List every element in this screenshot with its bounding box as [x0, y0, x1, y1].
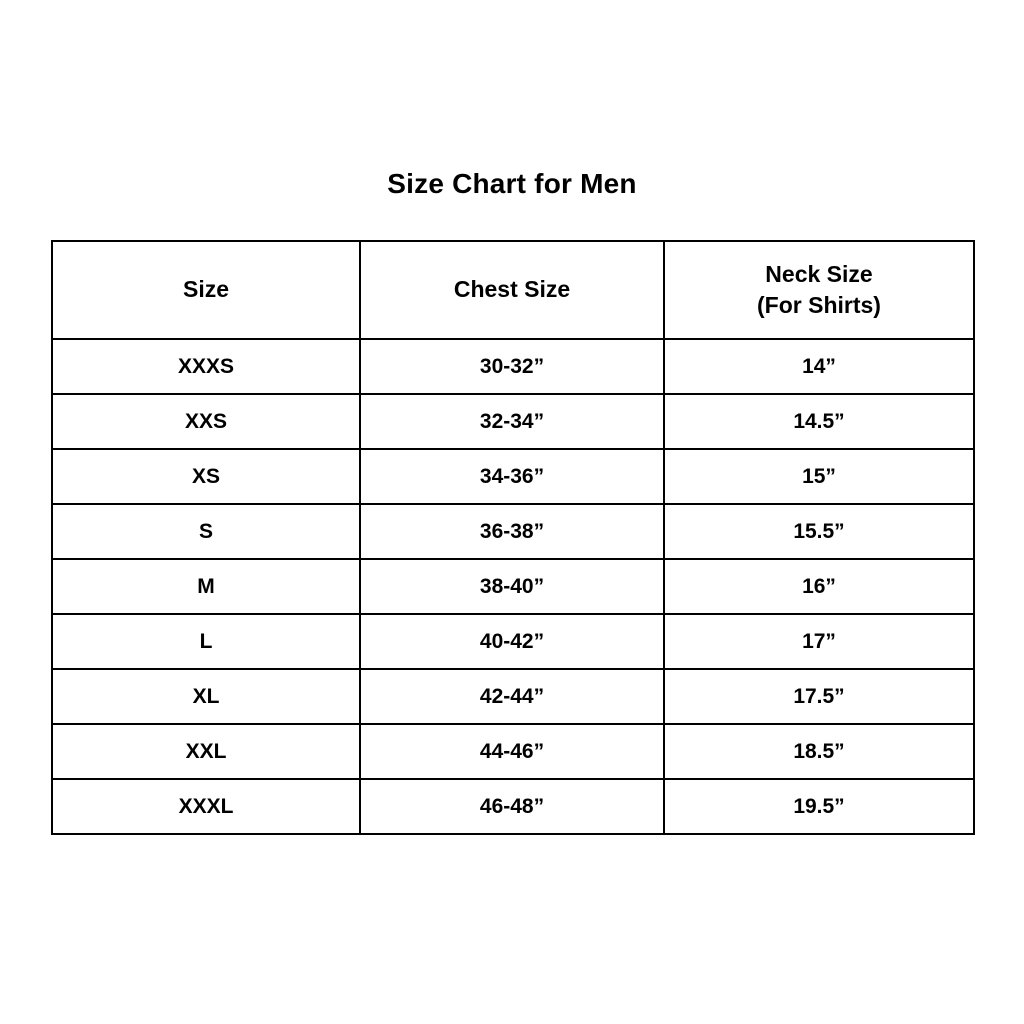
cell-neck: 17.5”	[664, 669, 974, 724]
cell-neck: 19.5”	[664, 779, 974, 834]
page-title: Size Chart for Men	[387, 168, 637, 199]
cell-size: L	[52, 614, 360, 669]
table-row	[52, 724, 974, 779]
cell-chest: 40-42”	[360, 614, 664, 669]
cell-neck: 14”	[664, 339, 974, 394]
cell-chest: 32-34”	[360, 394, 664, 449]
column-header-neck-size	[664, 241, 974, 339]
cell-size: XL	[52, 669, 360, 724]
table-body	[52, 339, 974, 834]
cell-chest: 46-48”	[360, 779, 664, 834]
table-row	[52, 449, 974, 504]
table-row	[52, 559, 974, 614]
cell-neck: 15.5”	[664, 504, 974, 559]
table-row	[52, 669, 974, 724]
column-header-size-label: Size	[182, 276, 230, 303]
cell-size: XXL	[52, 724, 360, 779]
column-header-chest-size-label: Chest Size	[453, 276, 571, 303]
table-row	[52, 339, 974, 394]
cell-neck: 15”	[664, 449, 974, 504]
table-row	[52, 504, 974, 559]
cell-chest: 42-44”	[360, 669, 664, 724]
cell-neck: 18.5”	[664, 724, 974, 779]
column-header-neck-size-sublabel: (For Shirts)	[757, 292, 881, 318]
table-row	[52, 394, 974, 449]
cell-size: XXXS	[52, 339, 360, 394]
cell-chest: 34-36”	[360, 449, 664, 504]
cell-chest: 44-46”	[360, 724, 664, 779]
cell-size: XS	[52, 449, 360, 504]
cell-neck: 16”	[664, 559, 974, 614]
cell-size: M	[52, 559, 360, 614]
table-row	[52, 614, 974, 669]
cell-neck: 17”	[664, 614, 974, 669]
column-header-size	[52, 241, 360, 339]
cell-size: XXS	[52, 394, 360, 449]
cell-chest: 38-40”	[360, 559, 664, 614]
cell-chest: 36-38”	[360, 504, 664, 559]
table-header	[52, 241, 974, 339]
cell-size: S	[52, 504, 360, 559]
cell-size: XXXL	[52, 779, 360, 834]
cell-chest: 30-32”	[360, 339, 664, 394]
cell-neck: 14.5”	[664, 394, 974, 449]
table-row	[52, 779, 974, 834]
column-header-chest-size	[360, 241, 664, 339]
size-chart-table	[51, 240, 975, 835]
column-header-neck-size-label: Neck Size	[765, 260, 873, 287]
table-header-row	[52, 241, 974, 339]
